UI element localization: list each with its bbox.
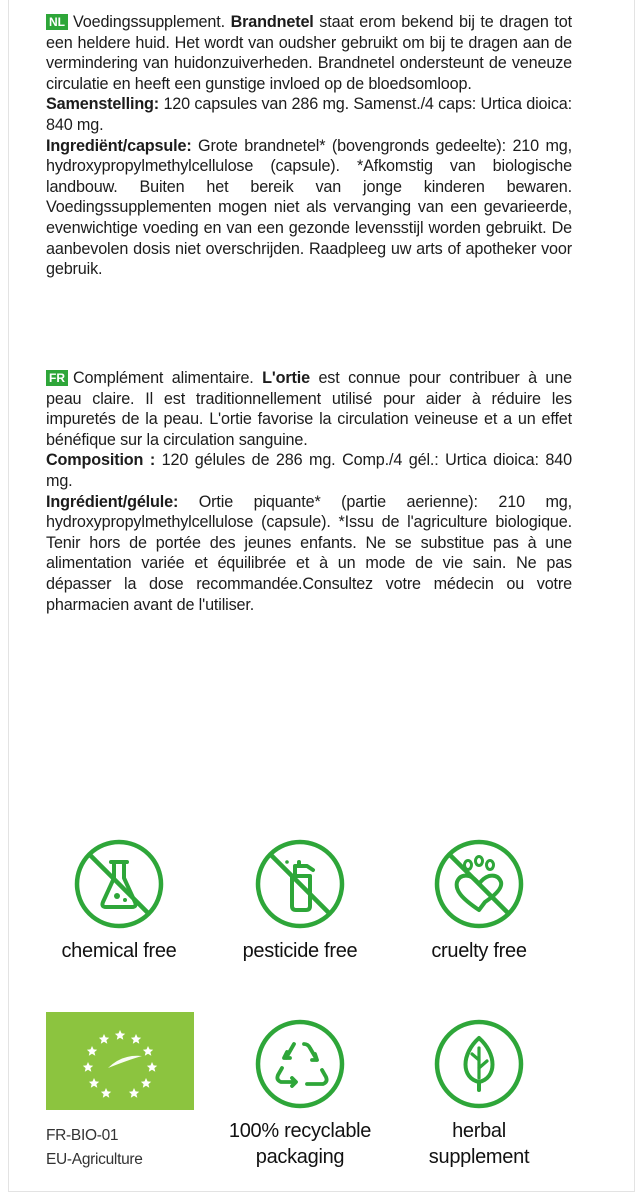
- eu-control-body-code: FR-BIO-01: [46, 1127, 119, 1144]
- herbal-supplement-badge: [389, 1018, 569, 1170]
- nl-composition: Samenstelling: 120 capsules van 286 mg. Samenst./4 caps: Urtica dioica: 840 mg.: [46, 95, 572, 134]
- nl-intro: NL Voedingssupplement. Brandnetel staat erom bekend bij te dragen tot een heldere huid. Het wordt van oudsher gebruikt om bij te dragen aan de vermindering van huidonzuiverheden. Brandnetel ondersteunt de veneuze circulatie en heeft een gunstige invloed op de bloedsomloop.: [46, 13, 572, 93]
- eu-organic-code: [46, 1124, 206, 1172]
- paw-heart-crossed-icon: [433, 838, 525, 930]
- french-description: [46, 368, 572, 615]
- flask-crossed-icon: [73, 838, 165, 930]
- fr-ingredients: Ingrédient/gélule: Ortie piquante* (partie aerienne): 210 mg, hydroxypropylmethylcellulose (capsule). *Issu de l'agriculture biologique. Tenir hors de portée des jeunes enfants. Ne se substitue pas à une alimentation variée et équilibrée et à un mode de vie sain. Ne pas dépasser la dose recommandée.Consultez votre médecin ou votre pharmacien avant de l'utiliser.: [46, 492, 572, 614]
- fr-intro: FR Complément alimentaire. L'ortie est connue pour contribuer à une peau claire. Il est traditionnellement utilisé pour aider à réduire les impuretés de la peau. L'ortie favorise la circulation veineuse et a un effet bénéfique sur la circulation sanguine.: [46, 369, 572, 449]
- nl-ingredients: Ingrediënt/capsule: Grote brandnetel* (bovengronds gedeelte): 210 mg, hydroxypropylmethylcellulose (capsule). *Afkomstig van biologische landbouw. Buiten het bereik van jonge kinderen bewaren. Voedingssupplementen mogen niet als vervanging van een gevarieerde, evenwichtige voeding en van een gezonde levensstijl worden gebruikt. De aanbevolen dosis niet overschrijden. Raadpleeg uw arts of apotheker voor gebruik.: [46, 136, 572, 279]
- eu-agriculture-origin: EU-Agriculture: [46, 1151, 143, 1168]
- spray-bottle-crossed-icon: [254, 838, 346, 930]
- chemical-free-badge: [29, 838, 209, 964]
- eu-organic-logo: [46, 1012, 194, 1110]
- pesticide-free-badge: [210, 838, 390, 964]
- herbal-supplement-label: herbal supplement: [428, 1120, 530, 1168]
- recyclable-packaging-badge: [210, 1018, 390, 1170]
- cruelty-free-label: cruelty free: [431, 940, 527, 962]
- leaf-icon: [433, 1018, 525, 1110]
- nl-language-badge: NL: [46, 14, 68, 30]
- pesticide-free-label: pesticide free: [242, 940, 358, 962]
- dutch-description: [46, 12, 572, 280]
- chemical-free-label: chemical free: [61, 940, 177, 962]
- recyclable-packaging-label: 100% recyclable packaging: [228, 1120, 372, 1168]
- fr-composition: Composition : 120 gélules de 286 mg. Comp./4 gél.: Urtica dioica: 840 mg.: [46, 451, 572, 490]
- cruelty-free-badge: [389, 838, 569, 964]
- recycle-icon: [254, 1018, 346, 1110]
- fr-language-badge: FR: [46, 370, 68, 386]
- eu-organic-leaf-icon: [46, 1012, 194, 1110]
